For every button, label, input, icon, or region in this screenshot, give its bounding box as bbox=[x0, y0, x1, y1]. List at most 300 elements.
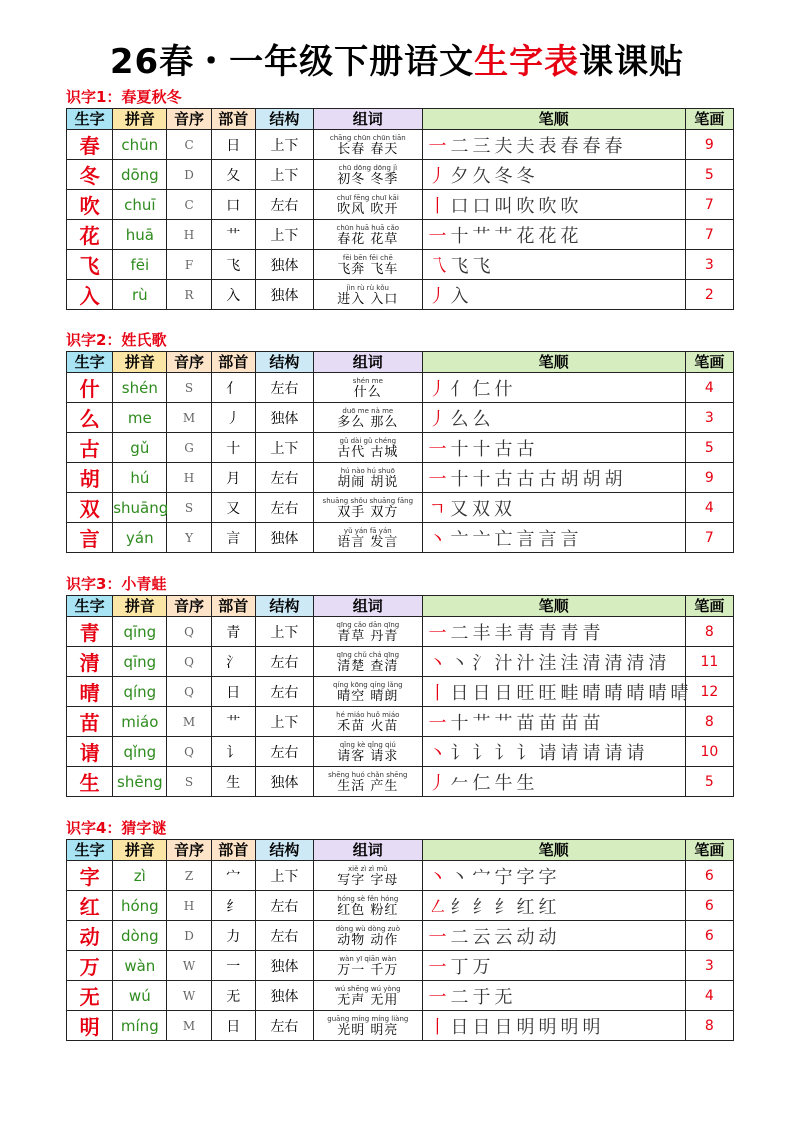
stroke-step: 苗 bbox=[516, 712, 539, 734]
stroke-step: 日 bbox=[450, 1016, 473, 1038]
stroke-step: 日 bbox=[472, 1016, 495, 1038]
stroke-step: 入 bbox=[450, 285, 473, 307]
stroke-count-cell: 3 bbox=[685, 951, 733, 981]
section-title: 识字2：姓氏歌 bbox=[66, 331, 167, 349]
words-text: 古代 古城 bbox=[337, 444, 399, 460]
stroke-order-cell bbox=[422, 220, 685, 250]
character-cell: 入 bbox=[67, 280, 113, 310]
stroke-order-cell bbox=[422, 617, 685, 647]
table-row bbox=[67, 617, 734, 647]
stroke-count-cell: 12 bbox=[685, 677, 733, 707]
table-row bbox=[67, 951, 734, 981]
words-text: 无声 无用 bbox=[337, 992, 399, 1008]
radical-cell: 艹 bbox=[211, 220, 255, 250]
stroke-step: 请 bbox=[626, 742, 649, 764]
words-text: 生活 产生 bbox=[337, 778, 399, 794]
stroke-count-cell: 4 bbox=[685, 981, 733, 1011]
stroke-step: 讠 bbox=[494, 742, 517, 764]
table-row bbox=[67, 250, 734, 280]
radical-cell: 月 bbox=[211, 463, 255, 493]
structure-cell: 上下 bbox=[255, 130, 313, 160]
words-cell bbox=[314, 160, 422, 190]
words-text: 光明 明亮 bbox=[337, 1022, 399, 1038]
character-cell: 明 bbox=[67, 1011, 113, 1041]
words-cell bbox=[314, 190, 422, 220]
structure-cell: 独体 bbox=[255, 981, 313, 1011]
structure-cell: 上下 bbox=[255, 160, 313, 190]
header-pinyin: 拼音 bbox=[113, 352, 167, 373]
header-count: 笔画 bbox=[685, 109, 733, 130]
stroke-step: 生 bbox=[516, 772, 539, 794]
stroke-step: 讠 bbox=[516, 742, 539, 764]
table-row bbox=[67, 707, 734, 737]
header-words: 组词 bbox=[314, 109, 422, 130]
pinyin-cell: yán bbox=[113, 523, 167, 553]
stroke-step: 夕 bbox=[450, 165, 473, 187]
character-cell: 花 bbox=[67, 220, 113, 250]
stroke-step: 古 bbox=[516, 438, 539, 460]
structure-cell: 上下 bbox=[255, 861, 313, 891]
stroke-step: 丶 bbox=[450, 652, 473, 674]
words-text: 禾苗 火苗 bbox=[337, 718, 399, 734]
words-pinyin: hé miáo huǒ miáo bbox=[336, 710, 400, 719]
stroke-step: 飞 bbox=[472, 255, 495, 277]
structure-cell: 独体 bbox=[255, 767, 313, 797]
words-pinyin: chuī fēng chuī kāi bbox=[336, 193, 399, 202]
header-order: 音序 bbox=[167, 352, 211, 373]
stroke-step: 明 bbox=[516, 1016, 539, 1038]
header-structure: 结构 bbox=[255, 352, 313, 373]
stroke-step: 纟 bbox=[450, 896, 473, 918]
stroke-step: 清 bbox=[648, 652, 671, 674]
stroke-step: 丿 bbox=[428, 772, 451, 794]
words-text: 胡闹 胡说 bbox=[337, 474, 399, 490]
order-cell: G bbox=[167, 433, 211, 463]
radical-cell: 日 bbox=[211, 1011, 255, 1041]
stroke-step: 夫 bbox=[516, 135, 539, 157]
structure-cell: 左右 bbox=[255, 737, 313, 767]
words-cell bbox=[314, 617, 422, 647]
stroke-step: 一 bbox=[428, 712, 451, 734]
character-cell: 双 bbox=[67, 493, 113, 523]
pinyin-cell: shēng bbox=[113, 767, 167, 797]
stroke-count-cell: 5 bbox=[685, 767, 733, 797]
stroke-step: 云 bbox=[494, 926, 517, 948]
stroke-step: 亻 bbox=[450, 378, 473, 400]
table-row bbox=[67, 861, 734, 891]
stroke-step: 旺 bbox=[516, 682, 539, 704]
words-cell bbox=[314, 280, 422, 310]
header-pinyin: 拼音 bbox=[113, 596, 167, 617]
stroke-step: 字 bbox=[516, 866, 539, 888]
character-cell: 春 bbox=[67, 130, 113, 160]
pinyin-cell: dòng bbox=[113, 921, 167, 951]
words-text: 青草 丹青 bbox=[337, 628, 399, 644]
header-strokes: 笔顺 bbox=[422, 840, 685, 861]
stroke-step: 乁 bbox=[428, 255, 451, 277]
stroke-step: 云 bbox=[472, 926, 495, 948]
table-row bbox=[67, 921, 734, 951]
pinyin-cell: qǐng bbox=[113, 737, 167, 767]
title-prefix: 26春・一年级下册语文 bbox=[109, 42, 475, 82]
stroke-step: 么 bbox=[472, 408, 495, 430]
stroke-step: 日 bbox=[472, 682, 495, 704]
pinyin-cell: wú bbox=[113, 981, 167, 1011]
character-table bbox=[66, 108, 734, 310]
structure-cell: 上下 bbox=[255, 220, 313, 250]
stroke-count-cell: 4 bbox=[685, 373, 733, 403]
order-cell: D bbox=[167, 160, 211, 190]
words-text: 请客 请求 bbox=[337, 748, 399, 764]
stroke-step: 二 bbox=[450, 622, 473, 644]
stroke-step: 吹 bbox=[560, 195, 583, 217]
stroke-step: 旺 bbox=[538, 682, 561, 704]
stroke-step: 晴 bbox=[582, 682, 605, 704]
stroke-step: 古 bbox=[516, 468, 539, 490]
radical-cell: 口 bbox=[211, 190, 255, 220]
stroke-step: 清 bbox=[582, 652, 605, 674]
stroke-order-cell bbox=[422, 433, 685, 463]
header-order: 音序 bbox=[167, 840, 211, 861]
words-cell bbox=[314, 677, 422, 707]
words-text: 红色 粉红 bbox=[337, 902, 399, 918]
stroke-count-cell: 9 bbox=[685, 130, 733, 160]
stroke-count-cell: 7 bbox=[685, 190, 733, 220]
words-cell bbox=[314, 493, 422, 523]
stroke-step: 又 bbox=[449, 498, 472, 520]
pinyin-cell: rù bbox=[113, 280, 167, 310]
stroke-order-cell bbox=[422, 647, 685, 677]
radical-cell: 亻 bbox=[211, 373, 255, 403]
stroke-step: 氵 bbox=[472, 652, 495, 674]
words-cell bbox=[314, 861, 422, 891]
stroke-order-cell bbox=[422, 981, 685, 1011]
stroke-count-cell: 5 bbox=[685, 433, 733, 463]
stroke-step: 丿 bbox=[428, 408, 451, 430]
words-pinyin: wàn yī qiān wàn bbox=[339, 954, 397, 963]
header-radical: 部首 bbox=[211, 352, 255, 373]
stroke-step: 青 bbox=[582, 622, 605, 644]
header-row bbox=[67, 596, 734, 617]
pinyin-cell: shuāng bbox=[113, 493, 167, 523]
stroke-step: 讠 bbox=[450, 742, 473, 764]
structure-cell: 上下 bbox=[255, 707, 313, 737]
order-cell: H bbox=[167, 891, 211, 921]
order-cell: Q bbox=[167, 737, 211, 767]
header-char: 生字 bbox=[67, 109, 113, 130]
stroke-count-cell: 11 bbox=[685, 647, 733, 677]
header-order: 音序 bbox=[167, 596, 211, 617]
header-radical: 部首 bbox=[211, 840, 255, 861]
stroke-step: 二 bbox=[450, 135, 473, 157]
words-text: 吹风 吹开 bbox=[337, 201, 399, 217]
character-cell: 动 bbox=[67, 921, 113, 951]
stroke-step: 亠 bbox=[450, 528, 473, 550]
words-pinyin: yǔ yán fā yán bbox=[343, 526, 392, 535]
header-words: 组词 bbox=[314, 352, 422, 373]
stroke-count-cell: 6 bbox=[685, 861, 733, 891]
stroke-step: 日 bbox=[494, 682, 517, 704]
stroke-order-cell bbox=[422, 250, 685, 280]
stroke-step: 请 bbox=[560, 742, 583, 764]
pinyin-cell: míng bbox=[113, 1011, 167, 1041]
stroke-step: 无 bbox=[494, 986, 517, 1008]
words-cell bbox=[314, 647, 422, 677]
character-cell: 苗 bbox=[67, 707, 113, 737]
stroke-step: 艹 bbox=[494, 225, 517, 247]
stroke-step: 请 bbox=[582, 742, 605, 764]
stroke-step: 丨 bbox=[428, 195, 451, 217]
words-cell bbox=[314, 921, 422, 951]
table-row bbox=[67, 373, 734, 403]
words-pinyin: jìn rù rù kǒu bbox=[346, 283, 389, 292]
words-pinyin: chāng chūn chūn tiān bbox=[329, 133, 406, 142]
words-pinyin: shuāng shǒu shuāng fāng bbox=[322, 496, 414, 505]
stroke-count-cell: 4 bbox=[685, 493, 733, 523]
structure-cell: 独体 bbox=[255, 250, 313, 280]
words-cell bbox=[314, 250, 422, 280]
stroke-step: 二 bbox=[450, 926, 473, 948]
stroke-step: 三 bbox=[472, 135, 495, 157]
header-order: 音序 bbox=[167, 109, 211, 130]
stroke-step: 古 bbox=[494, 468, 517, 490]
table-row bbox=[67, 891, 734, 921]
stroke-step: 什 bbox=[494, 378, 517, 400]
radical-cell: 一 bbox=[211, 951, 255, 981]
words-text: 初冬 冬季 bbox=[337, 171, 399, 187]
structure-cell: 上下 bbox=[255, 433, 313, 463]
radical-cell: 十 bbox=[211, 433, 255, 463]
words-text: 春花 花草 bbox=[337, 231, 399, 247]
pinyin-cell: hú bbox=[113, 463, 167, 493]
header-strokes: 笔顺 bbox=[422, 596, 685, 617]
stroke-step: 言 bbox=[538, 528, 561, 550]
stroke-step: 叫 bbox=[494, 195, 517, 217]
header-pinyin: 拼音 bbox=[113, 840, 167, 861]
section-4 bbox=[66, 817, 734, 1041]
stroke-step: 纟 bbox=[472, 896, 495, 918]
stroke-count-cell: 10 bbox=[685, 737, 733, 767]
stroke-step: 亠 bbox=[472, 528, 495, 550]
stroke-step: 一 bbox=[428, 468, 451, 490]
stroke-order-cell bbox=[422, 493, 685, 523]
stroke-order-cell bbox=[422, 190, 685, 220]
stroke-step: 春 bbox=[582, 135, 605, 157]
stroke-step: 日 bbox=[494, 1016, 517, 1038]
table-row bbox=[67, 220, 734, 250]
stroke-step: 双 bbox=[471, 498, 494, 520]
header-count: 笔画 bbox=[685, 596, 733, 617]
stroke-step: 晴 bbox=[604, 682, 627, 704]
words-text: 双手 双方 bbox=[337, 504, 399, 520]
stroke-order-cell bbox=[422, 737, 685, 767]
stroke-step: 飞 bbox=[450, 255, 473, 277]
structure-cell: 上下 bbox=[255, 617, 313, 647]
stroke-step: 丰 bbox=[494, 622, 517, 644]
pinyin-cell: me bbox=[113, 403, 167, 433]
header-radical: 部首 bbox=[211, 596, 255, 617]
stroke-order-cell bbox=[422, 523, 685, 553]
order-cell: Q bbox=[167, 647, 211, 677]
stroke-order-cell bbox=[422, 373, 685, 403]
stroke-count-cell: 3 bbox=[685, 250, 733, 280]
stroke-step: 明 bbox=[560, 1016, 583, 1038]
stroke-step: 丶 bbox=[428, 528, 451, 550]
pinyin-cell: chūn bbox=[113, 130, 167, 160]
table-row bbox=[67, 677, 734, 707]
stroke-step: 丰 bbox=[472, 622, 495, 644]
stroke-step: 十 bbox=[450, 712, 473, 734]
stroke-step: 讠 bbox=[472, 742, 495, 764]
title-suffix: 课课贴 bbox=[579, 42, 685, 82]
character-cell: 青 bbox=[67, 617, 113, 647]
table-row bbox=[67, 1011, 734, 1041]
header-pinyin: 拼音 bbox=[113, 109, 167, 130]
stroke-step: 春 bbox=[560, 135, 583, 157]
stroke-step: 吹 bbox=[516, 195, 539, 217]
words-cell bbox=[314, 737, 422, 767]
words-cell bbox=[314, 130, 422, 160]
header-structure: 结构 bbox=[255, 840, 313, 861]
header-words: 组词 bbox=[314, 840, 422, 861]
words-cell bbox=[314, 951, 422, 981]
stroke-step: 春 bbox=[604, 135, 627, 157]
order-cell: M bbox=[167, 707, 211, 737]
header-row bbox=[67, 352, 734, 373]
stroke-step: 丨 bbox=[428, 1016, 451, 1038]
stroke-step: 十 bbox=[450, 225, 473, 247]
words-text: 写字 字母 bbox=[337, 872, 399, 888]
words-text: 长春 春天 bbox=[337, 141, 399, 157]
stroke-step: 青 bbox=[560, 622, 583, 644]
words-text: 晴空 晴朗 bbox=[337, 688, 399, 704]
stroke-step: 言 bbox=[516, 528, 539, 550]
stroke-step: 于 bbox=[472, 986, 495, 1008]
words-pinyin: gǔ dài gǔ chéng bbox=[339, 436, 397, 445]
header-radical: 部首 bbox=[211, 109, 255, 130]
section-title: 识字1：春夏秋冬 bbox=[66, 88, 182, 106]
stroke-step: 胡 bbox=[604, 468, 627, 490]
section-title: 识字3：小青蛙 bbox=[66, 575, 167, 593]
words-pinyin: hú nào hú shuō bbox=[340, 466, 395, 475]
stroke-step: 么 bbox=[450, 408, 473, 430]
stroke-step: 亡 bbox=[494, 528, 517, 550]
character-cell: 飞 bbox=[67, 250, 113, 280]
stroke-count-cell: 8 bbox=[685, 1011, 733, 1041]
stroke-step: 畦 bbox=[560, 682, 583, 704]
section-1 bbox=[66, 86, 734, 310]
table-row bbox=[67, 767, 734, 797]
stroke-step: 艹 bbox=[472, 712, 495, 734]
words-pinyin: guāng míng míng liàng bbox=[327, 1014, 409, 1023]
pinyin-cell: fēi bbox=[113, 250, 167, 280]
radical-cell: 无 bbox=[211, 981, 255, 1011]
character-cell: 冬 bbox=[67, 160, 113, 190]
stroke-step: 古 bbox=[494, 438, 517, 460]
radical-cell: 青 bbox=[211, 617, 255, 647]
character-cell: 什 bbox=[67, 373, 113, 403]
stroke-step: 二 bbox=[450, 986, 473, 1008]
header-count: 笔画 bbox=[685, 840, 733, 861]
header-structure: 结构 bbox=[255, 109, 313, 130]
stroke-step: 纟 bbox=[494, 896, 517, 918]
character-cell: 生 bbox=[67, 767, 113, 797]
radical-cell: 艹 bbox=[211, 707, 255, 737]
table-row bbox=[67, 523, 734, 553]
structure-cell: 独体 bbox=[255, 523, 313, 553]
character-cell: 万 bbox=[67, 951, 113, 981]
stroke-order-cell bbox=[422, 160, 685, 190]
radical-cell: 入 bbox=[211, 280, 255, 310]
section-title: 识字4：猜字谜 bbox=[66, 819, 167, 837]
stroke-step: 宀 bbox=[472, 866, 495, 888]
stroke-step: 清 bbox=[604, 652, 627, 674]
order-cell: Y bbox=[167, 523, 211, 553]
stroke-count-cell: 6 bbox=[685, 921, 733, 951]
stroke-step: 冬 bbox=[494, 165, 517, 187]
pinyin-cell: hóng bbox=[113, 891, 167, 921]
stroke-step: 宁 bbox=[494, 866, 517, 888]
character-cell: 晴 bbox=[67, 677, 113, 707]
radical-cell: 又 bbox=[211, 493, 255, 523]
stroke-order-cell bbox=[422, 280, 685, 310]
stroke-step: 汁 bbox=[494, 652, 517, 674]
stroke-step: 一 bbox=[428, 986, 451, 1008]
header-row bbox=[67, 109, 734, 130]
stroke-step: 请 bbox=[538, 742, 561, 764]
structure-cell: 左右 bbox=[255, 463, 313, 493]
stroke-step: 表 bbox=[538, 135, 561, 157]
stroke-order-cell bbox=[422, 677, 693, 707]
order-cell: Z bbox=[167, 861, 211, 891]
stroke-step: 艹 bbox=[472, 225, 495, 247]
stroke-count-cell: 7 bbox=[685, 523, 733, 553]
stroke-step: 艹 bbox=[494, 712, 517, 734]
stroke-step: 仁 bbox=[472, 378, 495, 400]
order-cell: Q bbox=[167, 617, 211, 647]
pinyin-cell: dōng bbox=[113, 160, 167, 190]
stroke-step: 夫 bbox=[494, 135, 517, 157]
pinyin-cell: gǔ bbox=[113, 433, 167, 463]
stroke-step: ㇜ bbox=[428, 896, 451, 918]
order-cell: W bbox=[167, 981, 211, 1011]
words-cell bbox=[314, 220, 422, 250]
pinyin-cell: qíng bbox=[113, 677, 167, 707]
order-cell: M bbox=[167, 403, 211, 433]
table-row bbox=[67, 981, 734, 1011]
stroke-step: 一 bbox=[428, 225, 451, 247]
stroke-step: 明 bbox=[582, 1016, 605, 1038]
stroke-step: 牛 bbox=[494, 772, 517, 794]
stroke-step: 丿 bbox=[428, 378, 451, 400]
character-table bbox=[66, 351, 734, 553]
stroke-step: 花 bbox=[516, 225, 539, 247]
header-structure: 结构 bbox=[255, 596, 313, 617]
table-row bbox=[67, 190, 734, 220]
order-cell: C bbox=[167, 190, 211, 220]
structure-cell: 独体 bbox=[255, 951, 313, 981]
stroke-step: 丁 bbox=[450, 956, 473, 978]
structure-cell: 左右 bbox=[255, 1011, 313, 1041]
stroke-step: 晴 bbox=[670, 682, 693, 704]
stroke-step: 一 bbox=[428, 438, 451, 460]
words-cell bbox=[314, 373, 422, 403]
stroke-step: 苗 bbox=[560, 712, 583, 734]
stroke-step: 冬 bbox=[516, 165, 539, 187]
stroke-step: 丶 bbox=[450, 866, 473, 888]
header-strokes: 笔顺 bbox=[422, 352, 685, 373]
table-row bbox=[67, 280, 734, 310]
